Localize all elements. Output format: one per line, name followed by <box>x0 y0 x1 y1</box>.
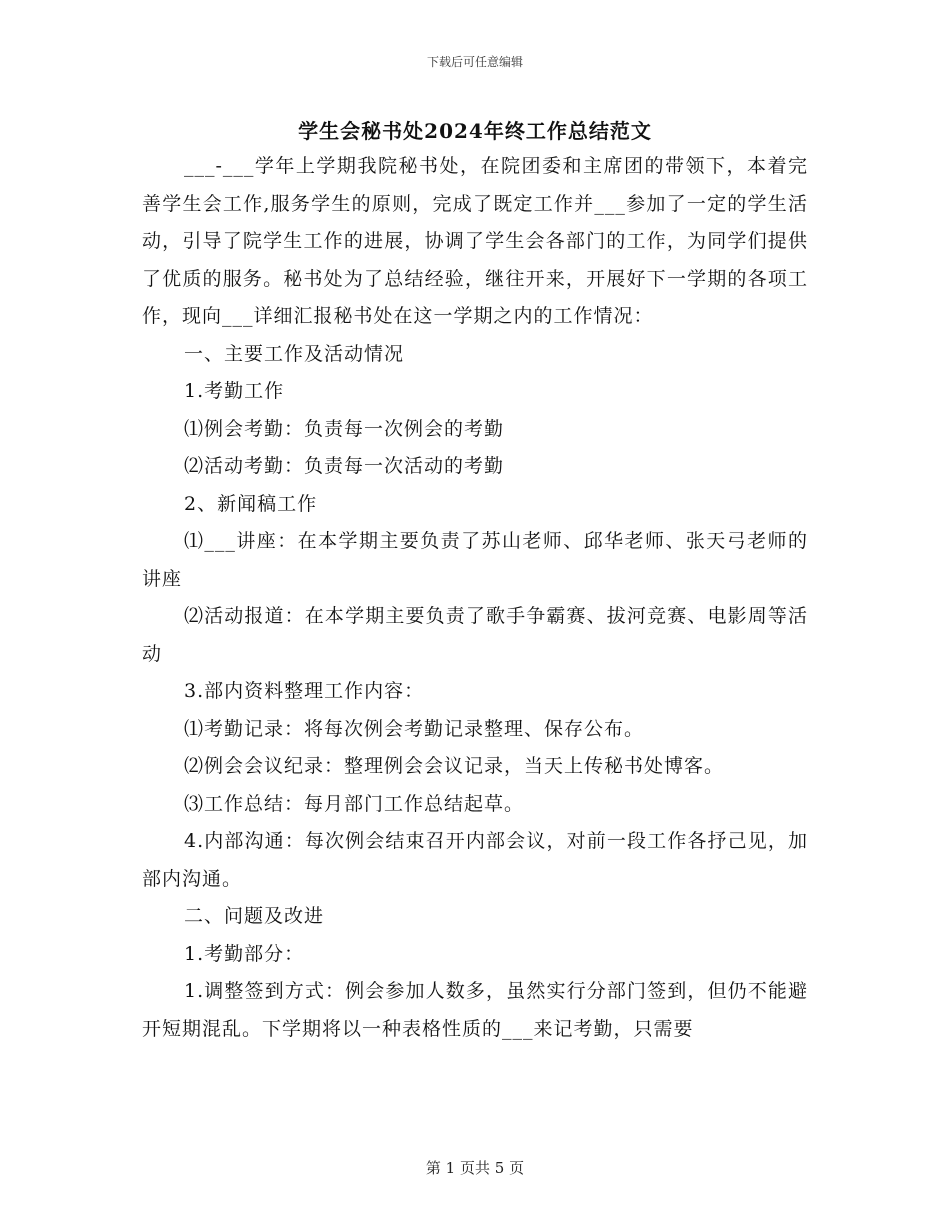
subheading-news: 2、新闻稿工作 <box>184 492 318 515</box>
list-item: ⑵活动考勤：负责每一次活动的考勤 <box>184 455 505 477</box>
header-note: 下载后可任意编辑 <box>426 55 523 69</box>
subheading-attendance: 1.考勤工作 <box>184 380 285 402</box>
page-footer: 第 1 页共 5 页 <box>425 1159 525 1177</box>
list-item: ⑴___讲座：在本学期主要负责了苏山老师、邱华老师、张天弓老师的讲座 <box>142 530 808 590</box>
list-item: ⑵活动报道：在本学期主要负责了歌手争霸赛、拔河竞赛、电影周等活动 <box>142 605 808 665</box>
document-body <box>142 148 808 1048</box>
section-heading-2: 二、问题及改进 <box>184 905 325 927</box>
paragraph-communication: 4.内部沟通：每次例会结束召开内部会议，对前一段工作各抒己见，加部内沟通。 <box>142 830 808 890</box>
list-item: ⑴考勤记录：将每次例会考勤记录整理、保存公布。 <box>184 717 645 740</box>
paragraph-intro: ___-___学年上学期我院秘书处，在院团委和主席团的带领下，本着完善学生会工作,服务学生的原则，完成了既定工作并___参加了一定的学生活动，引导了院学生工作的进展，协调了学生会各部门的工作，为同学们提供了优质的服务。秘书处为了总结经验，继往开来，开展好下一学期的各项工作，现向___详细汇报秘书处在这一学期之内的工作情况： <box>142 155 808 327</box>
paragraph-signin: 1.调整签到方式：例会参加人数多，虽然实行分部门签到，但仍不能避开短期混乱。下学期将以一种表格性质的___来记考勤，只需要 <box>142 980 808 1040</box>
subheading-records: 3.部内资料整理工作内容： <box>184 680 425 702</box>
list-item: ⑶工作总结：每月部门工作总结起草。 <box>184 792 525 815</box>
section-heading-1: 一、主要工作及活动情况 <box>184 342 405 365</box>
list-item: ⑵例会会议纪录：整理例会会议记录，当天上传秘书处博客。 <box>184 755 725 777</box>
subheading-attendance-part: 1.考勤部分： <box>184 942 305 965</box>
document-title: 学生会秘书处2024年终工作总结范文 <box>298 119 652 143</box>
list-item: ⑴例会考勤：负责每一次例会的考勤 <box>184 417 505 440</box>
